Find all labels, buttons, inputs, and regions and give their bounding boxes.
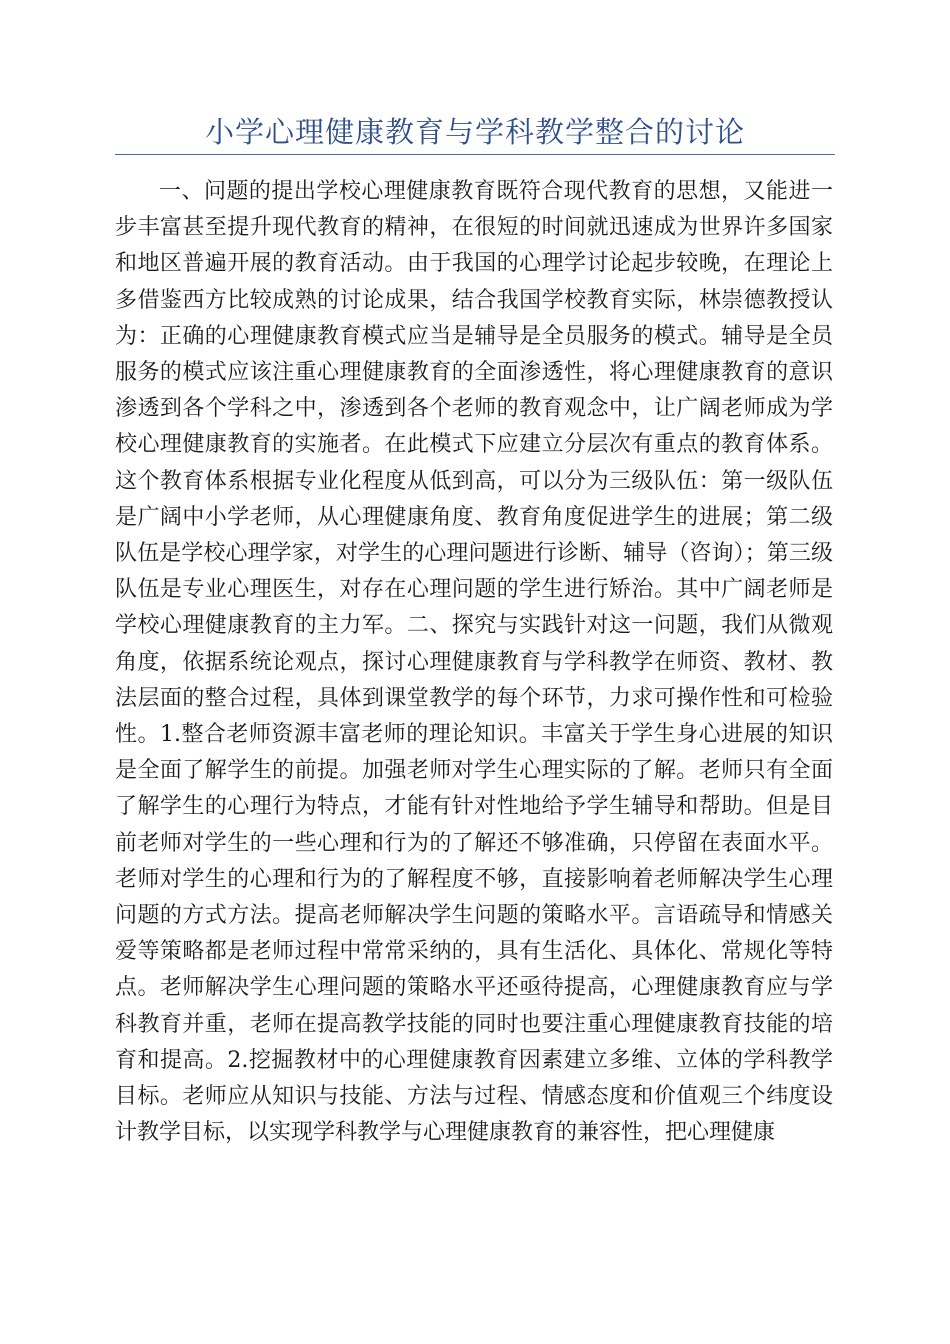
document-title: 小学心理健康教育与学科教学整合的讨论 — [204, 115, 745, 149]
body-paragraph: 一、问题的提出学校心理健康教育既符合现代教育的思想，又能进一步丰富甚至提升现代教育的精神，在很短的时间就迅速成为世界许多国家和地区普遍开展的教育活动。由于我国的心理学讨论起步较晚，在理论上多借鉴西方比较成熟的讨论成果，结合我国学校教育实际，林崇德教授认为：正确的心理健康教育模式应当是辅导是全员服务的模式。辅导是全员服务的模式应该注重心理健康教育的全面渗透性，将心理健康教育的意识渗透到各个学科之中，渗透到各个老师的教育观念中，让广阔老师成为学校心理健康教育的实施者。在此模式下应建立分层次有重点的教育体系。这个教育体系根据专业化程度从低到高，可以分为三级队伍：第一级队伍是广阔中小学老师，从心理健康角度、教育角度促进学生的进展；第二级队伍是学校心理学家，对学生的心理问题进行诊断、辅导（咨询）；第三级队伍是专业心理医生，对存在心理问题的学生进行矫治。其中广阔老师是学校心理健康教育的主力军。二、探究与实践针对这一问题，我们从微观角度，依据系统论观点，探讨心理健康教育与学科教学在师资、教材、教法层面的整合过程，具体到课堂教学的每个环节，力求可操作性和可检验性。1.整合老师资源丰富老师的理论知识。丰富关于学生身心进展的知识是全面了解学生的前提。加强老师对学生心理实际的了解。老师只有全面了解学生的心理行为特点，才能有针对性地给予学生辅导和帮助。但是目前老师对学生的一些心理和行为的了解还不够准确，只停留在表面水平。老师对学生的心理和行为的了解程度不够，直接影响着老师解决学生心理问题的方式方法。提高老师解决学生问题的策略水平。言语疏导和情感关爱等策略都是老师过程中常常采纳的，具有生活化、具体化、常规化等特点。老师解决学生心理问题的策略水平还亟待提高，心理健康教育应与学科教育并重，老师在提高教学技能的同时也要注重心理健康教育技能的培育和提高。2.挖掘教材中的心理健康教育因素建立多维、立体的学科教学目标。老师应从知识与技能、方法与过程、情感态度和价值观三个纬度设计教学目标，以实现学科教学与心理健康教育的兼容性，把心理健康 — [115, 179, 833, 1146]
title-underline-divider — [115, 154, 835, 155]
